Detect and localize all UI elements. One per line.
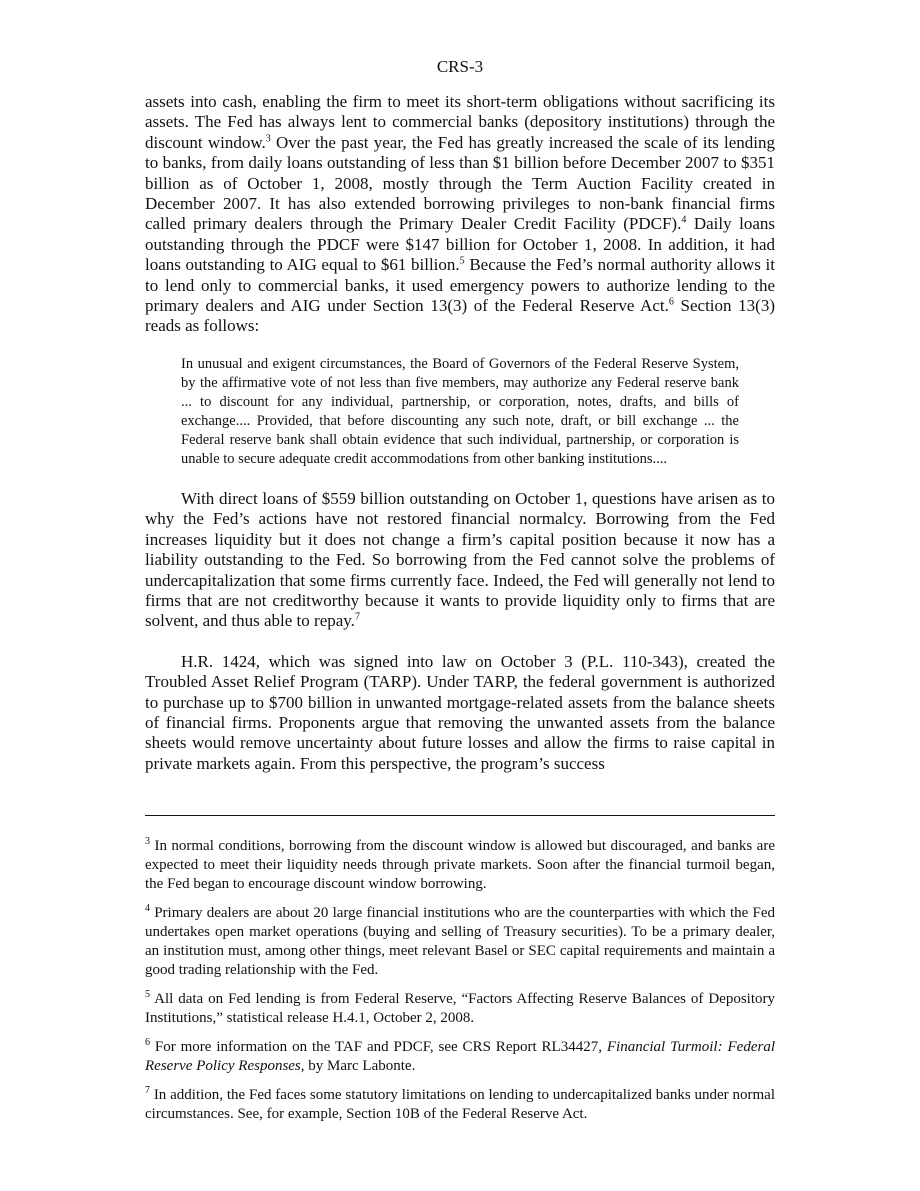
footnote-ref-4[interactable]: 4 (681, 214, 687, 226)
footnote-text: In normal conditions, borrowing from the discount window is allowed but discouraged, and banks are expected to meet their liquidity needs through private markets. Soon after the financial turmoil began, the Fed began to encourage discount window borrowing. (145, 838, 775, 892)
footnotes (145, 837, 775, 1134)
footnote-number: 3 (145, 836, 150, 847)
footnote-text: For more information on the TAF and PDCF, see CRS Report RL34427, (150, 1039, 607, 1055)
footnote-6 (145, 1038, 775, 1076)
paragraph-1-text-b: Over the past year, the Fed has greatly increased the scale of its lending to banks, from daily loans outstanding of less than $1 billion before December 2007 to $351 billion as of October 1, 2008, mostly through the Term Auction Facility created in December 2007. It has also extended borrowing privileges to non-bank financial firms called primary dealers through the Primary Dealer Credit Facility (PDCF). (145, 132, 775, 234)
report-title: Financial Turmoil: Federal Reserve Policy Responses, (145, 1039, 775, 1074)
footnote-number: 6 (145, 1037, 150, 1048)
footnote-divider (145, 815, 775, 816)
footnote-number: 5 (145, 989, 150, 1000)
paragraph-2 (145, 489, 775, 632)
footnote-ref-6[interactable]: 6 (668, 296, 674, 308)
footnote-text-tail: by Marc Labonte. (304, 1058, 416, 1074)
paragraph-1 (145, 92, 775, 337)
footnote-ref-5[interactable]: 5 (459, 255, 465, 267)
paragraph-1-text-a: assets into cash, enabling the firm to meet its short-term obligations without sacrificing its assets. The Fed has always lent to commercial banks (depository institutions) through the discount window. (145, 92, 775, 152)
footnote-number: 4 (145, 903, 150, 914)
footnote-text: All data on Fed lending is from Federal Reserve, “Factors Affecting Reserve Balances of Depository Institutions,” statistical release H.4.1, October 2, 2008. (145, 991, 775, 1026)
footnote-ref-7[interactable]: 7 (354, 611, 360, 623)
footnote-number: 7 (145, 1085, 150, 1096)
footnote-text: Primary dealers are about 20 large financial institutions who are the counterparties with which the Fed undertakes open market operations (buying and selling of Treasury securities). To be a primary dealer, an institution must, among other things, meet relevant Basel or SEC capital requirements and maintain a good trading relationship with the Fed. (145, 905, 775, 978)
paragraph-1-text-d: Because the Fed’s normal authority allows it to lend only to commercial banks, it used emergency powers to authorize lending to the primary dealers and AIG under Section 13(3) of the Federal Reserve Act. (145, 255, 775, 316)
footnote-ref-3[interactable]: 3 (265, 133, 271, 145)
body-text (145, 92, 775, 774)
footnote-text: In addition, the Fed faces some statutory limitations on lending to undercapitalized banks under normal circumstances. See, for example, Section 10B of the Federal Reserve Act. (145, 1087, 775, 1122)
footnote-4 (145, 904, 775, 980)
paragraph-1-text-c: Daily loans outstanding through the PDCF were $147 billion for October 1, 2008. In addition, it had loans outstanding to AIG equal to $61 billion. (145, 214, 776, 275)
footnote-3 (145, 837, 775, 894)
page-header: CRS-3 (436, 57, 484, 76)
footnote-7 (145, 1086, 775, 1124)
paragraph-2-text: With direct loans of $559 billion outstanding on October 1, questions have arisen as to why the Fed’s actions have not restored financial normalcy. Borrowing from the Fed increases liquidity but it does not change a firm’s capital position because it now has a liability outstanding to the Fed. So borrowing from the Fed cannot solve the problems of undercapitalization that some firms currently face. Indeed, the Fed will generally not lend to firms that are not creditworthy because it wants to provide liquidity only to firms that are solvent, and thus able to repay. (145, 488, 775, 631)
footnote-5 (145, 990, 775, 1028)
paragraph-3: H.R. 1424, which was signed into law on October 3 (P.L. 110-343), created the Troubled Asset Relief Program (TARP). Under TARP, the federal government is authorized to purchase up to $700 billion in unwanted mortgage-related assets from the balance sheets of financial firms. Proponents argue that removing the unwanted assets from the balance sheets would remove uncertainty about future losses and allow the firms to raise capital in private markets again. From this perspective, the program’s success (145, 651, 775, 773)
paragraph-1-text-e: Section 13(3) reads as follows: (145, 296, 775, 336)
section-13-3-quote: In unusual and exigent circumstances, the Board of Governors of the Federal Reserve System, by the affirmative vote of not less than five members, may authorize any Federal reserve bank ... to discount for any individual, partnership, or corporation, notes, drafts, and bills of exchange.... Provided, that before discounting any such note, draft, or bill exchange ... the Federal reserve bank shall obtain evidence that such individual, partnership, or corporation is unable to secure adequate credit accommodations from other banking institutions.... (181, 355, 739, 467)
